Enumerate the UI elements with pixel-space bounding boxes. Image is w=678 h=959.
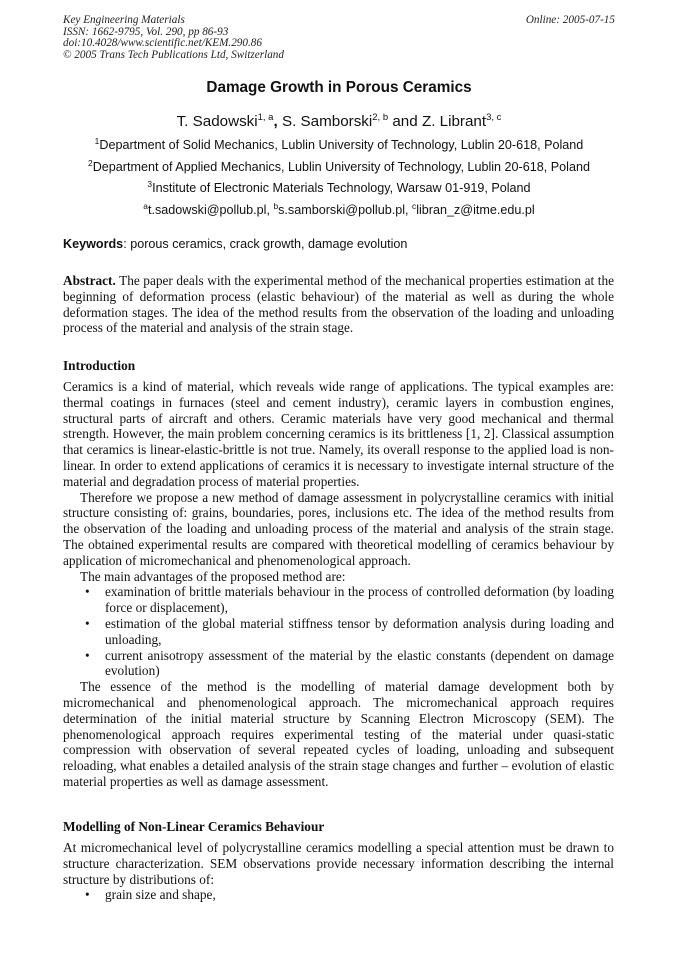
author-separator: , — [273, 113, 278, 130]
email-link[interactable]: libran_z@itme.edu.pl — [416, 203, 535, 217]
list-item-text: current anisotropy assessment of the material by the elastic constants (dependent on damage evolution) — [105, 647, 614, 679]
section-heading-modelling: Modelling of Non-Linear Ceramics Behaviour — [63, 819, 325, 834]
author-name: Z. Librant — [421, 113, 487, 130]
bullet-icon: • — [85, 887, 90, 903]
copyright-line: © 2005 Trans Tech Publications Ltd, Switzerland — [63, 48, 284, 61]
issn-line: ISSN: 1662-9795, Vol. 290, pp 86-93 — [63, 25, 229, 38]
email-link[interactable]: t.sadowski@pollub.pl, — [147, 203, 270, 217]
paragraph: At micromechanical level of polycrystalline ceramics modelling a special attention must be drawn to structure characterization. SEM observations provide necessary information describing the internal structure by distributions of: — [63, 840, 614, 887]
list-item-text: grain size and shape, — [105, 887, 216, 903]
keywords-label: Keywords — [63, 237, 124, 251]
introduction-body — [63, 379, 614, 790]
section-heading-introduction: Introduction — [63, 358, 136, 373]
list-item — [63, 887, 614, 903]
doi-line: doi:10.4028/www.scientific.net/KEM.290.86 — [63, 37, 262, 50]
paragraph: Ceramics is a kind of material, which reveals wide range of applications. The typical examples are: thermal coatings in furnaces (steel and cement industry), ceramic layers in combustion engines, structural parts of aircraft and others. Ceramic materials have very good mechanical and thermal strength. However, the main problem concerning ceramics is its brittleness [1, 2]. Classical assumption that ceramics is linear-elastic-brittle is not true. Namely, its overall response to the applied load is non-linear. In order to extend applications of ceramics it is necessary to investigate internal structure of the material and degradation process of material properties. — [63, 379, 614, 489]
distribution-list — [63, 887, 614, 903]
keywords-text: : porous ceramics, crack growth, damage evolution — [123, 237, 408, 251]
list-item — [63, 616, 614, 648]
affiliation-marker: 1 — [94, 136, 100, 146]
abstract — [63, 273, 614, 336]
abstract-text: The paper deals with the experimental method of the mechanical properties estimation at the beginning of deformation process (elastic behaviour) of the material as well as during the whole deformation stages. The idea of the method results from the observation of the loading and unloading process of the material and analysis of the strain stage. — [63, 273, 614, 336]
author-superscript: 1, a — [257, 112, 274, 123]
modelling-body — [63, 840, 614, 903]
author-line — [0, 113, 678, 130]
list-item-text: estimation of the global material stiffness tensor by deformation analysis during loading and unloading, — [105, 615, 614, 647]
author-separator: and — [392, 113, 418, 130]
email-marker: c — [412, 201, 417, 211]
journal-header — [63, 15, 615, 61]
bullet-icon: • — [85, 615, 90, 631]
affiliation — [0, 138, 678, 152]
paragraph: The essence of the method is the modelling of material damage development both by micromechanical and phenomenological approach. The micromechanical approach requires determination of the initial material structure by Scanning Electron Microscopy (SEM). The phenomenological approach requires experimental testing of the material under quasi-static compression with observation of several repeated cycles of loading, unloading and subsequent reloading, what enables a detailed analysis of the strain stage changes and further – evolution of elastic material properties as well as damage assessment. — [63, 679, 614, 789]
list-item-text: examination of brittle materials behaviour in the process of controlled deformation (by loading force or displacement), — [105, 584, 614, 616]
advantages-list — [63, 584, 614, 679]
abstract-label: Abstract. — [63, 273, 116, 288]
paragraph: The main advantages of the proposed method are: — [80, 568, 346, 584]
affiliation-text: Institute of Electronic Materials Technology, Warsaw 01-919, Poland — [152, 181, 531, 195]
affiliation-marker: 3 — [147, 179, 153, 189]
author-superscript: 2, b — [372, 112, 389, 123]
online-date: Online: 2005-07-15 — [525, 14, 615, 26]
bullet-icon: • — [85, 647, 90, 663]
email-marker: b — [273, 201, 279, 211]
email-line — [0, 203, 678, 217]
paper-title: Damage Growth in Porous Ceramics — [206, 79, 472, 96]
paragraph: Therefore we propose a new method of damage assessment in polycrystalline ceramics with initial structure consisting of: grains, boundaries, pores, inclusions etc. The idea of the method results from the observation of the loading and unloading process of the material and analysis of the strain stage. The obtained experimental results are compared with theoretical modelling of ceramics behaviour by application of micromechanical and phenomenological approach. — [63, 489, 614, 568]
email-link[interactable]: s.samborski@pollub.pl, — [278, 203, 409, 217]
author-superscript: 3, c — [486, 112, 502, 123]
author-name: T. Sadowski — [176, 113, 258, 130]
journal-name: Key Engineering Materials — [63, 14, 185, 26]
email-marker: a — [143, 201, 148, 211]
list-item — [63, 648, 614, 680]
affiliation-text: Department of Solid Mechanics, Lublin University of Technology, Lublin 20-618, Poland — [99, 138, 584, 152]
affiliation — [0, 160, 678, 174]
bullet-icon: • — [85, 584, 90, 600]
author-name: S. Samborski — [281, 113, 373, 130]
list-item — [63, 584, 614, 616]
affiliation — [0, 181, 678, 195]
affiliation-marker: 2 — [88, 158, 93, 168]
keywords — [63, 237, 407, 251]
affiliation-text: Department of Applied Mechanics, Lublin University of Technology, Lublin 20-618, Poland — [92, 160, 590, 174]
